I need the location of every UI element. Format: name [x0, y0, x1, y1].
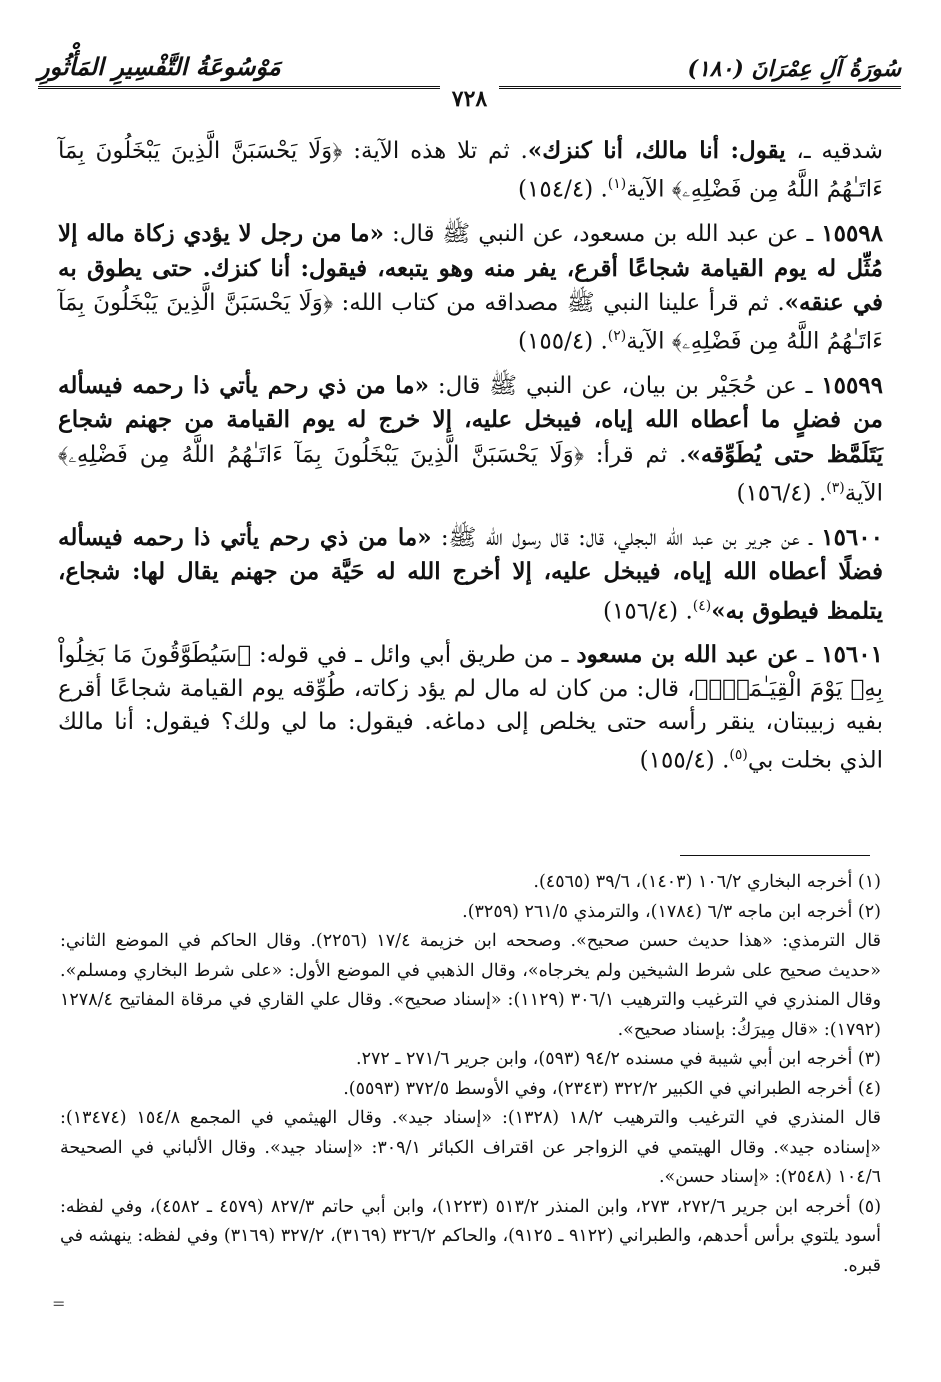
footnote: (٢) أخرجه ابن ماجه ٦/٣ (١٧٨٤)، والترمذي ٢٦١/٥ (٣٢٥٩). [462, 901, 881, 922]
page-number [38, 86, 901, 112]
footnote: (١) أخرجه البخاري ١٠٦/٢ (١٤٠٣)، ٣٩/٦ (٤٥٦٥). [533, 872, 881, 892]
narration-text: . (١٥٦/٤) [736, 480, 827, 507]
text-paragraph [58, 134, 883, 207]
narration-text: . (١٥٥/٤) [639, 748, 730, 775]
narration-text: . (١٥٤/٤) [518, 176, 608, 203]
narration-text: ـ عن عبد الله بن مسعود، عن النبي ﷺ قال: [384, 221, 822, 248]
narration-text: ـ عن حُجَيْر بن بيان، عن النبي ﷺ قال: [429, 373, 822, 400]
hadith-text: «ما من ذي رحم يأتي ذا رحمه فيسأله من فضلٍ ما أعطاه الله إياه، فيبخل عليه، إلا خرج له يوم القيامة من جهنم شجاع يَتَلَمَّظ حتى يُطَوِّقه» [58, 372, 883, 468]
hadith-text: «ما من رجل لا يؤدي زكاة ماله إلا مُثِّل له يوم القيامة شجاعًا أقرع، يفر منه وهو يتبعه، فيقول: أنا كنزك. حتى يطوق به في عنقه» [58, 220, 883, 316]
main-text [58, 134, 883, 788]
entry-number: ١٥٥٩٨ [821, 220, 884, 248]
footnote-ref: (٥) [729, 747, 748, 764]
hadith-text: «ما من ذي رحم يأتي ذا رحمه فيسأله فضلًا أعطاه الله إياه، فيبخل عليه، إلا أخرج الله له حَيَّة من جهنم يقال لها: شجاع، يتلمظ فيطوق به» [58, 523, 883, 625]
narration-text: . ثم تلا هذه الآية: ﴿وَلَا يَحْسَبَنَّ الَّذِينَ يَبْخَلُونَ بِمَآ ءَاتَـٰهُمُ اللَّهُ مِن فَضْلِهِۦ﴾ الآية [58, 138, 883, 203]
entry-number: ١٥٦٠٠ [821, 523, 883, 551]
narration-text: ـ من طريق أبي وائل ـ في قوله: ﴿سَيُطَوَّقُونَ مَا بَخِلُواْ بِهِۦ يَوْمَ الْقِيَـٰمَةِۗ﴾، قال: من كان له مال لم يؤد زكاته، طُوِّقه يوم القيامة شجاعًا أقرع بفيه زبيبتان، ينقر رأسه حتى يخلص إلى دماغه. فيقول: ما لي ولك؟ فيقول: أنا مالك الذي بخلت بي [58, 642, 883, 775]
page-header [38, 52, 901, 112]
footnote: (٣) أخرجه ابن أبي شيبة في مسنده ٩٤/٢ (٥٩٣)، وابن جرير ٢٧١/٦ ـ ٢٧٢. [355, 1049, 881, 1069]
text-paragraph [58, 521, 883, 629]
entry-number: ١٥٦٠١ [821, 641, 883, 669]
footnote-divider [680, 855, 870, 856]
margin-mark: = [52, 1294, 66, 1313]
footnote-ref: (٣) [826, 479, 845, 496]
narration-text: ـ عن جرير بن عبد الله البجلي، قال: قال رسول الله ﷺ: [431, 524, 822, 551]
narration-text: . ثم قرأ: ﴿وَلَا يَحْسَبَنَّ الَّذِينَ يَبْخَلُونَ بِمَآ ءَاتَـٰهُمُ اللَّهُ مِن فَضْلِهِۦ﴾ الآية [58, 441, 883, 507]
footnote: قال المنذري في الترغيب والترهيب ١٨/٢ (١٣٢٨): «إسناد جيد». وقال الهيثمي في المجمع ١٥٤/٨ (١٣٤٧٤): «إسناده جيد». وقال الهيتمي في الزواجر عن اقتراف الكبائر ٣٠٩/١: «إسناد جيد». وقال الألباني في الصحيحة ١٠٤/٦ (٢٥٤٨): «إسناد حسن». [60, 1108, 882, 1187]
footnote-ref: (١) [607, 176, 627, 193]
footnote: قال الترمذي: «هذا حديث حسن صحيح». وصححه ابن خزيمة ١٧/٤ (٢٢٥٦). وقال الحاكم في الموضع الثاني: «حديث صحيح على شرط الشيخين ولم يخرجاه»، وقال الذهبي في الموضع الأول: «على شرط البخاري ومسلم». وقال المنذري في الترغيب والترهيب ٣٠٦/١ (١١٢٩): «إسناد صحيح». وقال علي القاري في مرقاة المفاتيح ١٢٧٨/٤ (١٧٩٢): «قال مِيرَكُ: بإسناد صحيح». [60, 931, 882, 1040]
footnote-ref: (٢) [607, 328, 627, 345]
hadith-text: عن عبد الله بن مسعود [576, 641, 799, 669]
narration-text: . ثم قرأ علينا النبي ﷺ مصداقه من كتاب الله: ﴿وَلَا يَحْسَبَنَّ الَّذِينَ يَبْخَلُونَ بِمَآ ءَاتَـٰهُمُ اللَّهُ مِن فَضْلِهِۦ﴾ الآية [58, 289, 883, 355]
narration-text: . (١٥٦/٤) [603, 598, 693, 625]
hadith-text: يقول: أنا مالك، أنا كنزك» [527, 137, 786, 164]
narration-text: . (١٥٥/٤) [518, 328, 608, 355]
footnote-ref: (٤) [692, 597, 712, 614]
footnote: (٥) أخرجه ابن جرير ٢٧٢/٦، ٢٧٣، وابن المنذر ٥١٣/٢ (١٢٢٣)، وابن أبي حاتم ٨٢٧/٣ (٤٥٧٩ ـ ٤٥٨٢)، وفي لفظه: أسود يلتوي برأس أحدهم، والطبراني (٩١٢٢ ـ ٩١٢٥)، والحاكم ٣٢٦/٢ (٣١٦٩)، ٣٢٧/٢ (٣١٦٩) وفي لفظه: ينهشه في قبره. [60, 1196, 882, 1276]
page-number-value: ٧٢٨ [440, 86, 499, 112]
surah-title: سُورَةُ آلِ عِمْرَانَ (١٨٠) [687, 56, 901, 82]
book-title: مَوْسُوعَةُ التَّفْسِيرِ المَأْثُورِ [38, 52, 281, 81]
text-paragraph [58, 369, 883, 511]
entry-number: ١٥٥٩٩ [821, 372, 884, 400]
text-paragraph [58, 638, 883, 778]
narration-text: شدقيه ـ، [785, 138, 883, 164]
footnotes [60, 868, 881, 1281]
narration-text: ـ [798, 642, 822, 669]
footnote: (٤) أخرجه الطبراني في الكبير ٣٢٢/٢ (٢٣٤٣)، وفي الأوسط ٣٧٢/٥ (٥٥٩٣). [343, 1078, 881, 1099]
text-paragraph [58, 217, 883, 359]
